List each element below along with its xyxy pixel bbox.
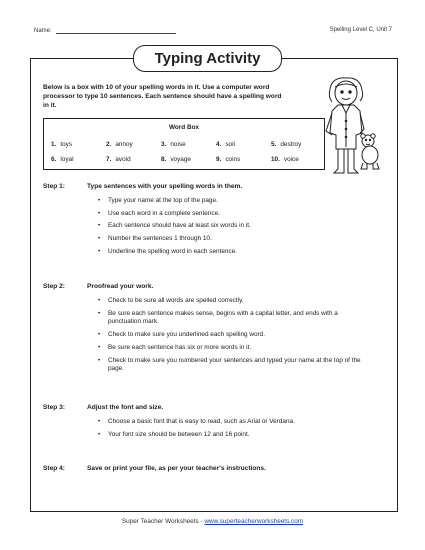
name-line[interactable] [56, 27, 176, 34]
word-item: 1. toys [51, 141, 73, 148]
intro-text: Below is a box with 10 of your spelling words in it. Use a computer word processor to type 10 sentences. Each sentence should have a spelling word in it. [43, 84, 282, 109]
list-item: • Check to make sure you numbered your sentences and typed your name at the top of the page. [98, 357, 368, 374]
level-label: Spelling Level C, Unit 7 [329, 27, 392, 33]
step-2-label: Step 2: [43, 283, 65, 290]
step-1-title: Type sentences with your spelling words in them. [87, 183, 243, 190]
kid-with-teddy-bear-illustration [316, 75, 386, 178]
list-item: • Each sentence should have at least six words in it. [98, 222, 368, 231]
list-item: • Underline the spelling word in each sentence. [98, 248, 368, 257]
step-3-title: Adjust the font and size. [87, 404, 164, 411]
word-box-title: Word Box [168, 124, 200, 131]
step-1-list [98, 197, 368, 261]
name-field [34, 27, 176, 34]
name-label: Name: [34, 28, 52, 34]
list-item: • Number the sentences 1 through 10. [98, 235, 368, 244]
word-item: 10. voice [271, 156, 299, 163]
word-item: 6. loyal [51, 156, 74, 163]
list-item: • Your font size should be between 12 and 16 point. [98, 431, 368, 440]
page-title: Typing Activity [133, 45, 282, 72]
list-item: • Be sure each sentence has six or more words in it. [98, 344, 368, 353]
step-4-title: Save or print your file, as per your teacher's instructions. [87, 465, 266, 472]
list-item: • Be sure each sentence makes sense, begins with a capital letter, and ends with a punctuation mark. [98, 310, 368, 327]
list-item: • Check to be sure all words are spelled correctly. [98, 297, 368, 306]
step-1-label: Step 1: [43, 183, 65, 190]
footer-text: Super Teacher Worksheets - [121, 518, 205, 525]
list-item: • Choose a basic font that is easy to read, such as Arial or Verdana. [98, 418, 368, 427]
footer-link[interactable]: www.superteacherworksheets.com [204, 518, 304, 525]
step-2-title: Proofread your work. [87, 283, 154, 290]
word-item: 7. avoid [106, 156, 131, 163]
footer [0, 518, 425, 525]
word-item: 2. annoy [106, 141, 133, 148]
word-item: 8. voyage [161, 156, 191, 163]
list-item: • Type your name at the top of the page. [98, 197, 368, 206]
word-item: 4. soil [216, 141, 235, 148]
word-item: 9. coins [216, 156, 241, 163]
list-item: • Check to make sure you underlined each spelling word. [98, 331, 368, 340]
step-2-list [98, 297, 368, 378]
word-item: 5. destroy [271, 141, 302, 148]
word-box [43, 118, 325, 170]
list-item: • Use each word in a complete sentence. [98, 210, 368, 219]
step-3-list [98, 418, 368, 443]
word-item: 3. noise [161, 141, 186, 148]
step-4-label: Step 4: [43, 465, 65, 472]
step-3-label: Step 3: [43, 404, 65, 411]
